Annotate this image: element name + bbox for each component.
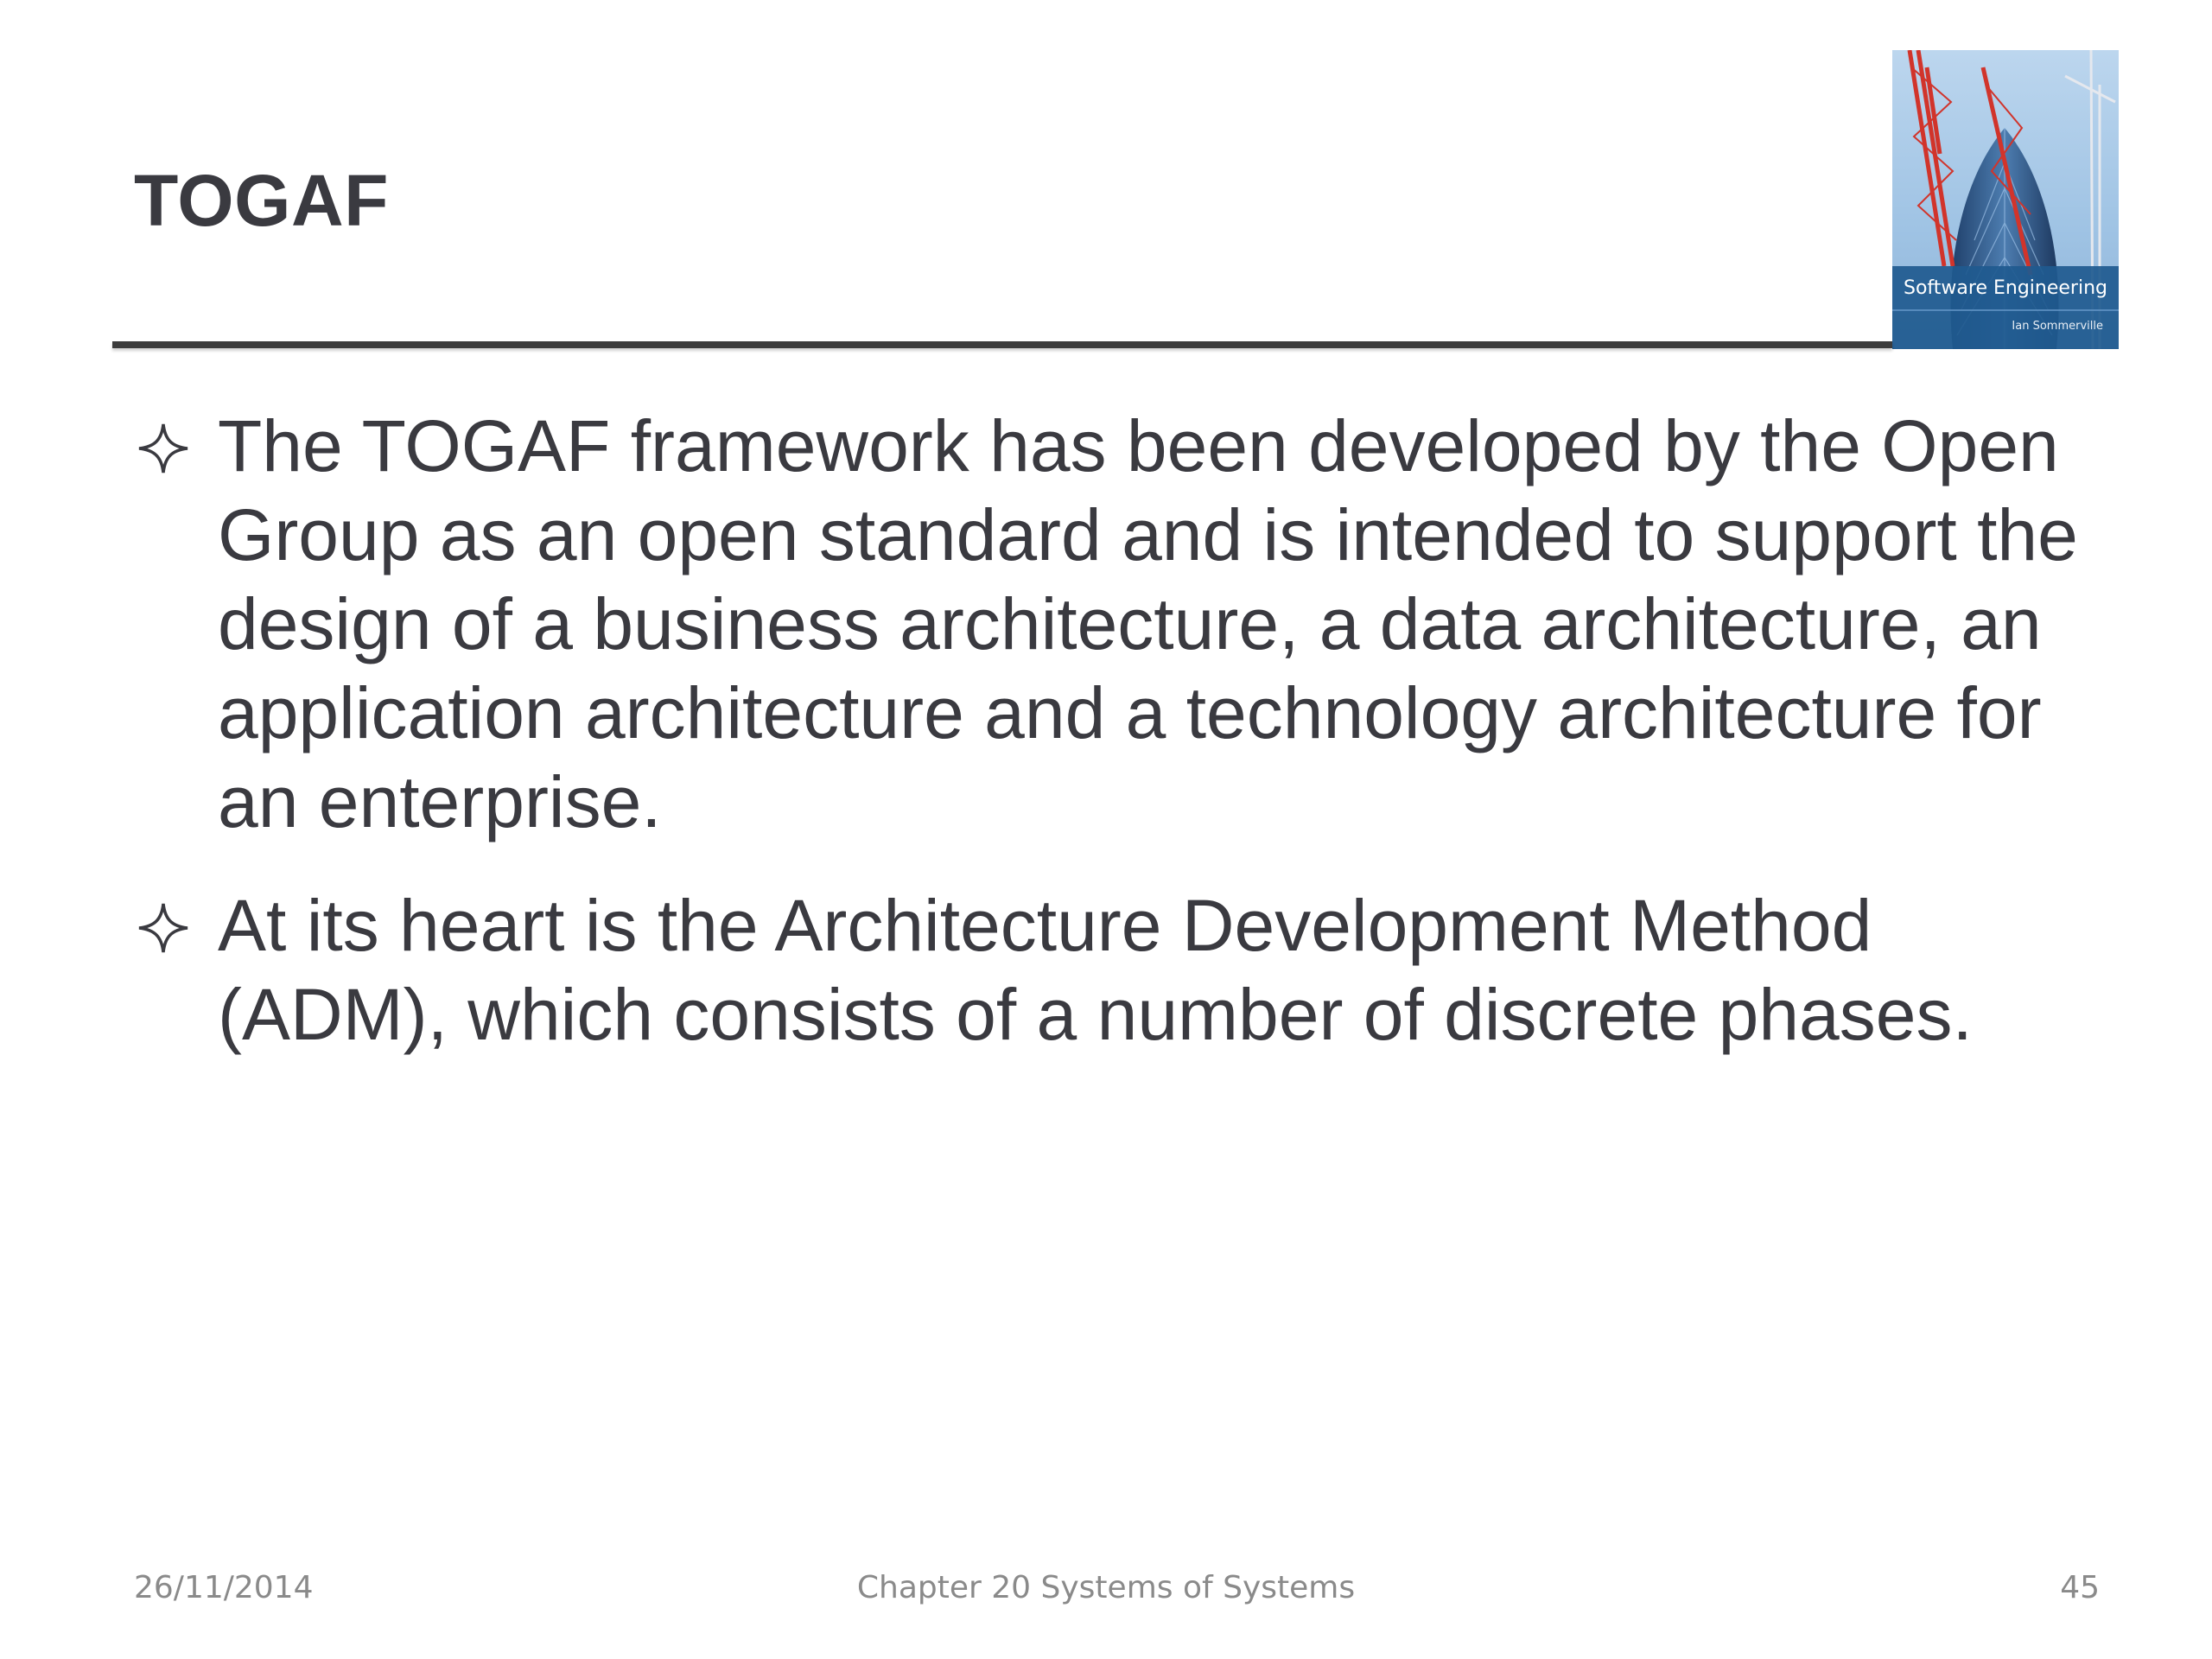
bullet-item [134, 881, 2078, 1059]
title-divider [112, 341, 1892, 348]
book-cover-image [1892, 50, 2119, 349]
book-cover-title: Software Engineering [1904, 277, 2107, 299]
bullet-text: At its heart is the Architecture Development Method (ADM), which consists of a number of discrete phases. [218, 885, 1973, 1055]
bullet-list [134, 402, 2078, 1094]
bullet-text: The TOGAF framework has been developed by the Open Group as an open standard and is intended to support the design of a business architecture, a data architecture, an application architecture and a technology architecture for an enterprise. [218, 405, 2078, 842]
footer-chapter: Chapter 20 Systems of Systems [856, 1570, 1356, 1605]
building-illustration [1892, 50, 2119, 349]
slide-title: TOGAF [134, 160, 389, 241]
four-point-star-icon [136, 900, 191, 956]
footer-page-number: 45 [2060, 1570, 2100, 1605]
footer-date: 26/11/2014 [134, 1570, 314, 1605]
bullet-item [134, 402, 2078, 847]
four-point-star-icon [136, 421, 191, 476]
book-cover-author: Ian Sommerville [2012, 320, 2103, 333]
